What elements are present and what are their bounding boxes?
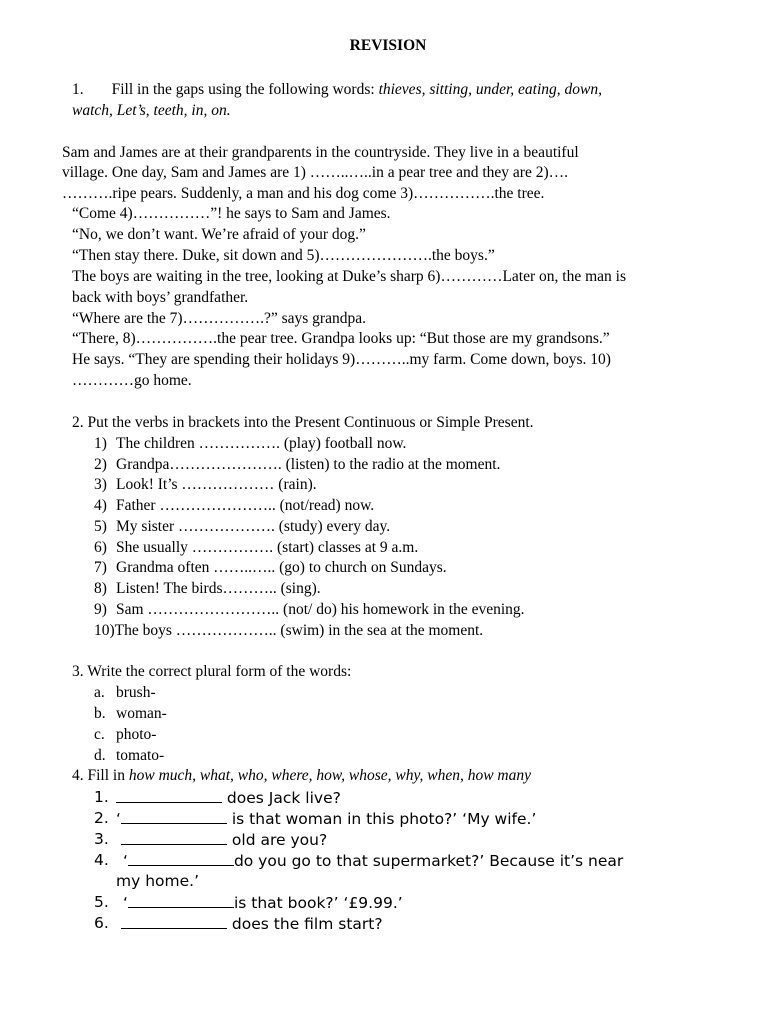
ex4-item-open-quote: ‘ <box>123 894 128 912</box>
ex1-text-line: “There, 8)…………….the pear tree. Grandpa looks up: “But those are my grandsons.” <box>72 330 610 347</box>
ex2-item-number: 6) <box>94 539 107 556</box>
ex3-item-letter: d. <box>94 747 106 764</box>
ex2-item <box>94 558 447 578</box>
ex3-item <box>94 725 157 745</box>
ex4-item-text: does Jack live? <box>222 789 341 807</box>
ex2-item-text: Grandma often ……..….. (go) to church on Sundays. <box>116 559 447 576</box>
ex4-item-number: 4. <box>94 851 109 869</box>
ex2-item <box>94 621 483 641</box>
ex3-item-letter: a. <box>94 684 105 701</box>
ex1-text-line: ……….ripe pears. Suddenly, a man and his dog come 3)…………….the tree. <box>62 185 545 202</box>
ex4-answer-blank[interactable] <box>128 892 234 908</box>
ex2-item <box>94 475 317 495</box>
ex2-item-number: 7) <box>94 559 107 576</box>
ex3-item <box>94 746 165 766</box>
ex3-item-text: photo- <box>116 726 157 743</box>
ex4-item-number: 1. <box>94 788 109 806</box>
ex4-item <box>94 787 341 808</box>
ex2-item <box>94 455 501 475</box>
ex4-heading-words: how much, what, who, where, how, whose, why, when, how many <box>128 767 531 784</box>
ex4-item-number: 2. <box>94 809 109 827</box>
ex1-instruction <box>72 80 602 100</box>
ex2-item-number: 1) <box>94 435 107 452</box>
ex1-text-line: village. One day, Sam and James are 1) ……..…..in a pear tree and they are 2)…. <box>62 164 569 181</box>
ex4-answer-blank[interactable] <box>116 787 222 803</box>
ex2-item-number: 10) <box>94 622 115 639</box>
ex4-item <box>94 850 624 871</box>
ex2-item <box>94 434 407 454</box>
ex3-item-letter: c. <box>94 726 105 743</box>
ex1-text-line: “No, we don’t want. We’re afraid of your dog.” <box>72 226 366 243</box>
ex1-text-line: “Come 4)……………”! he says to Sam and James. <box>72 205 391 222</box>
ex1-text-line: …………go home. <box>72 372 192 389</box>
ex4-answer-blank[interactable] <box>121 913 227 929</box>
ex4-item-number: 5. <box>94 893 109 911</box>
ex3-item <box>94 683 156 703</box>
ex1-text-line: “Where are the 7)…………….?” says grandpa. <box>72 310 366 327</box>
ex4-item <box>94 808 537 829</box>
ex1-words-line1: thieves, sitting, under, eating, down, <box>378 81 603 98</box>
ex2-item-text: Grandpa…………………. (listen) to the radio at the moment. <box>116 456 501 473</box>
ex2-item-number: 8) <box>94 580 107 597</box>
ex1-text-line: back with boys’ grandfather. <box>72 289 249 306</box>
ex3-item-text: brush- <box>116 684 156 701</box>
ex3-item-text: tomato- <box>116 747 165 764</box>
ex1-text-line: Sam and James are at their grandparents in the countryside. They live in a beautiful <box>62 144 579 161</box>
ex1-text-line: “Then stay there. Duke, sit down and 5)………………….the boys.” <box>72 247 495 264</box>
ex4-item-text: do you go to that supermarket?’ Because it’s near <box>233 852 624 870</box>
ex2-item-text: Look! It’s ……………… (rain). <box>116 476 317 493</box>
ex4-item-text: does the film start? <box>227 915 383 933</box>
ex3-item-letter: b. <box>94 705 106 722</box>
page-title: REVISION <box>349 37 427 54</box>
ex2-item-text: Father ………………….. (not/read) now. <box>116 497 375 514</box>
ex2-item <box>94 579 321 599</box>
ex4-answer-blank[interactable] <box>121 808 227 824</box>
ex4-item-text: old are you? <box>227 831 328 849</box>
ex4-answer-blank[interactable] <box>128 850 234 866</box>
ex4-heading <box>72 766 531 786</box>
ex2-item-text: The boys ……………….. (swim) in the sea at the moment. <box>114 622 484 639</box>
ex1-instruction-text: Fill in the gaps using the following words: <box>111 81 379 98</box>
ex2-item <box>94 538 419 558</box>
ex4-item-text: is that woman in this photo?’ ‘My wife.’ <box>226 810 537 828</box>
ex2-item-text: My sister ………………. (study) every day. <box>116 518 391 535</box>
ex2-item-number: 4) <box>94 497 107 514</box>
ex2-item <box>94 600 525 620</box>
ex4-item-continuation: my home.’ <box>116 872 199 890</box>
ex4-item-open-quote: ‘ <box>123 852 128 870</box>
ex2-item-text: The children ……………. (play) football now. <box>116 435 407 452</box>
ex2-item-number: 3) <box>94 476 107 493</box>
ex4-item-number: 3. <box>94 830 109 848</box>
ex4-item-text: is that book?’ ‘£9.99.’ <box>233 894 403 912</box>
ex1-words-text: watch, Let’s, teeth, in, on. <box>72 102 231 119</box>
ex4-answer-blank[interactable] <box>121 829 227 845</box>
ex2-item <box>94 496 375 516</box>
ex2-item-number: 5) <box>94 518 107 535</box>
ex4-heading-prefix: 4. Fill in <box>72 767 129 784</box>
ex4-item <box>94 829 328 850</box>
ex3-item <box>94 704 167 724</box>
ex4-item-number: 6. <box>94 914 109 932</box>
ex2-item <box>94 517 391 537</box>
ex2-item-number: 2) <box>94 456 107 473</box>
ex3-item-text: woman- <box>116 705 167 722</box>
ex1-number: 1. <box>72 81 84 98</box>
ex2-item-text: Listen! The birds……….. (sing). <box>116 580 321 597</box>
ex1-text-line: The boys are waiting in the tree, looking at Duke’s sharp 6)…………Later on, the man is <box>72 268 626 285</box>
ex1-text-line: He says. “They are spending their holidays 9)………..my farm. Come down, boys. 10) <box>72 351 611 368</box>
ex3-heading: 3. Write the correct plural form of the words: <box>72 663 352 680</box>
ex4-item <box>94 913 383 934</box>
ex2-item-text: Sam …………………….. (not/ do) his homework in the evening. <box>116 601 525 618</box>
ex2-heading: 2. Put the verbs in brackets into the Present Continuous or Simple Present. <box>72 414 534 431</box>
ex2-item-number: 9) <box>94 601 107 618</box>
ex4-item <box>94 892 403 913</box>
ex1-words-line2 <box>72 101 231 121</box>
ex2-item-text: She usually ……………. (start) classes at 9 a.m. <box>116 539 419 556</box>
ex4-item-open-quote: ‘ <box>116 810 121 828</box>
